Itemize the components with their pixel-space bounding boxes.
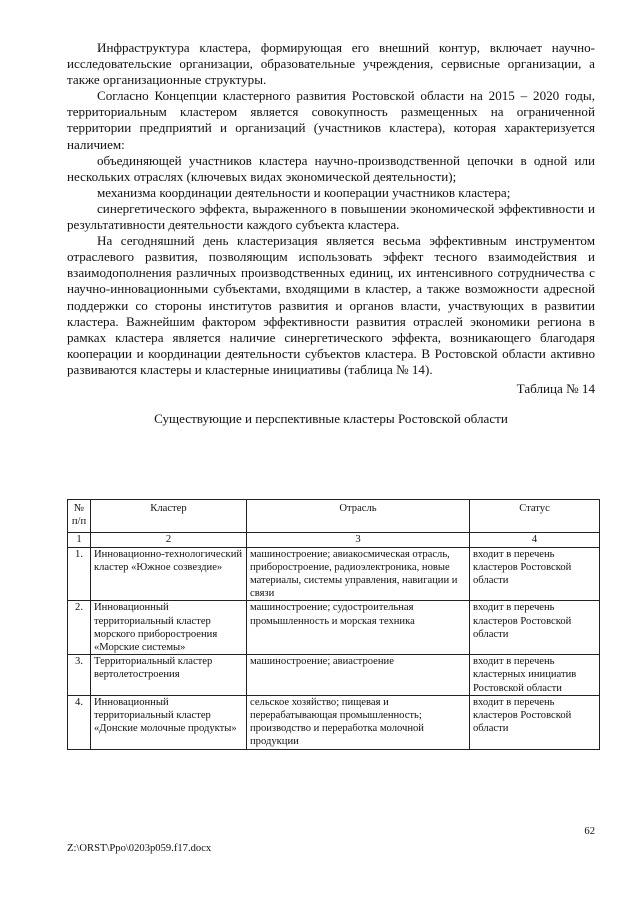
index-cell: 3 — [247, 533, 470, 547]
paragraph-item-mechanism: механизма координации деятельности и кооперации участников кластера; — [97, 184, 511, 200]
row-num: 1. — [68, 547, 91, 601]
table-label: Таблица № 14 — [516, 380, 595, 396]
document-body — [67, 40, 595, 427]
paragraph-item-synergy: синергетического эффекта, выраженного в повышении экономической эффективности и результативности деятельности каждого субъекта кластера. — [67, 200, 595, 233]
table-header-row — [68, 500, 600, 533]
table-title: Существующие и перспективные кластеры Ростовской области — [154, 410, 508, 426]
header-cluster: Кластер — [91, 500, 247, 533]
index-cell: 1 — [68, 533, 91, 547]
row-industry: сельское хозяйство; пищевая и перерабатывающая промышленность; производство и переработка молочной продукции — [247, 695, 470, 749]
row-status: входит в перечень кластеров Ростовской области — [470, 695, 600, 749]
table-row — [68, 601, 600, 655]
page-number: 62 — [584, 826, 595, 837]
row-num: 2. — [68, 601, 91, 655]
header-industry: Отрасль — [247, 500, 470, 533]
table-row — [68, 655, 600, 696]
row-cluster: Инновационно-технологический кластер «Южное созвездие» — [91, 547, 247, 601]
table-row — [68, 547, 600, 601]
row-num: 3. — [68, 655, 91, 696]
paragraph-item-chain: объединяющей участников кластера научно-производственной цепочки в одной или нескольких отраслях (ключевых видах экономической деятельности); — [67, 152, 595, 184]
table-index-row — [68, 533, 600, 547]
paragraph-clustering: На сегодняшний день кластеризация является весьма эффективным инструментом отраслевого развития, позволяющим использовать эффект тесного взаимодействия и взаимодополнения различных производственных единиц, их интенсивного сотрудничества с научно-инновационными субъектами, входящими в кластер, а также возможности адресной поддержки со стороны институтов развития и органов власти, участвующих в развитии кластера. Важнейшим фактором эффективности развития отраслей экономики региона в рамках кластера является наличие синергетического эффекта, возникающего благодаря кооперации и координации деятельности субъектов кластера. В Ростовской области активно развиваются кластеры и кластерные инициативы (таблица № 14). — [67, 233, 595, 377]
index-cell: 4 — [470, 533, 600, 547]
index-cell: 2 — [91, 533, 247, 547]
row-cluster: Инновационный территориальный кластер морского приборостроения «Морские системы» — [91, 601, 247, 655]
row-status: входит в перечень кластеров Ростовской области — [470, 601, 600, 655]
header-status: Статус — [470, 500, 600, 533]
header-num: № п/п — [68, 500, 91, 533]
row-industry: машиностроение; авиастроение — [247, 655, 470, 696]
clusters-table — [67, 499, 600, 750]
file-path: Z:\ORST\Ppo\0203p059.f17.docx — [67, 843, 212, 854]
row-status: входит в перечень кластерных инициатив Ростовской области — [470, 655, 600, 696]
row-industry: машиностроение; авиакосмическая отрасль, приборостроение, радиоэлектроника, новые материалы, системы управления, навигации и связи — [247, 547, 470, 601]
row-cluster: Инновационный территориальный кластер «Донские молочные продукты» — [91, 695, 247, 749]
table-row — [68, 695, 600, 749]
row-num: 4. — [68, 695, 91, 749]
row-status: входит в перечень кластеров Ростовской области — [470, 547, 600, 601]
row-industry: машиностроение; судостроительная промышленность и морская техника — [247, 601, 470, 655]
paragraph-infrastructure: Инфраструктура кластера, формирующая его внешний контур, включает научно-исследовательские организации, образовательные учреждения, сервисные организации, а также организационные структуры. — [67, 40, 595, 88]
paragraph-concept: Согласно Концепции кластерного развития Ростовской области на 2015 – 2020 годы, территориальным кластером является совокупность размещенных на ограниченной территории предприятий и организаций (участников кластера), которая характеризуется наличием: — [67, 88, 595, 152]
row-cluster: Территориальный кластер вертолетостроения — [91, 655, 247, 696]
